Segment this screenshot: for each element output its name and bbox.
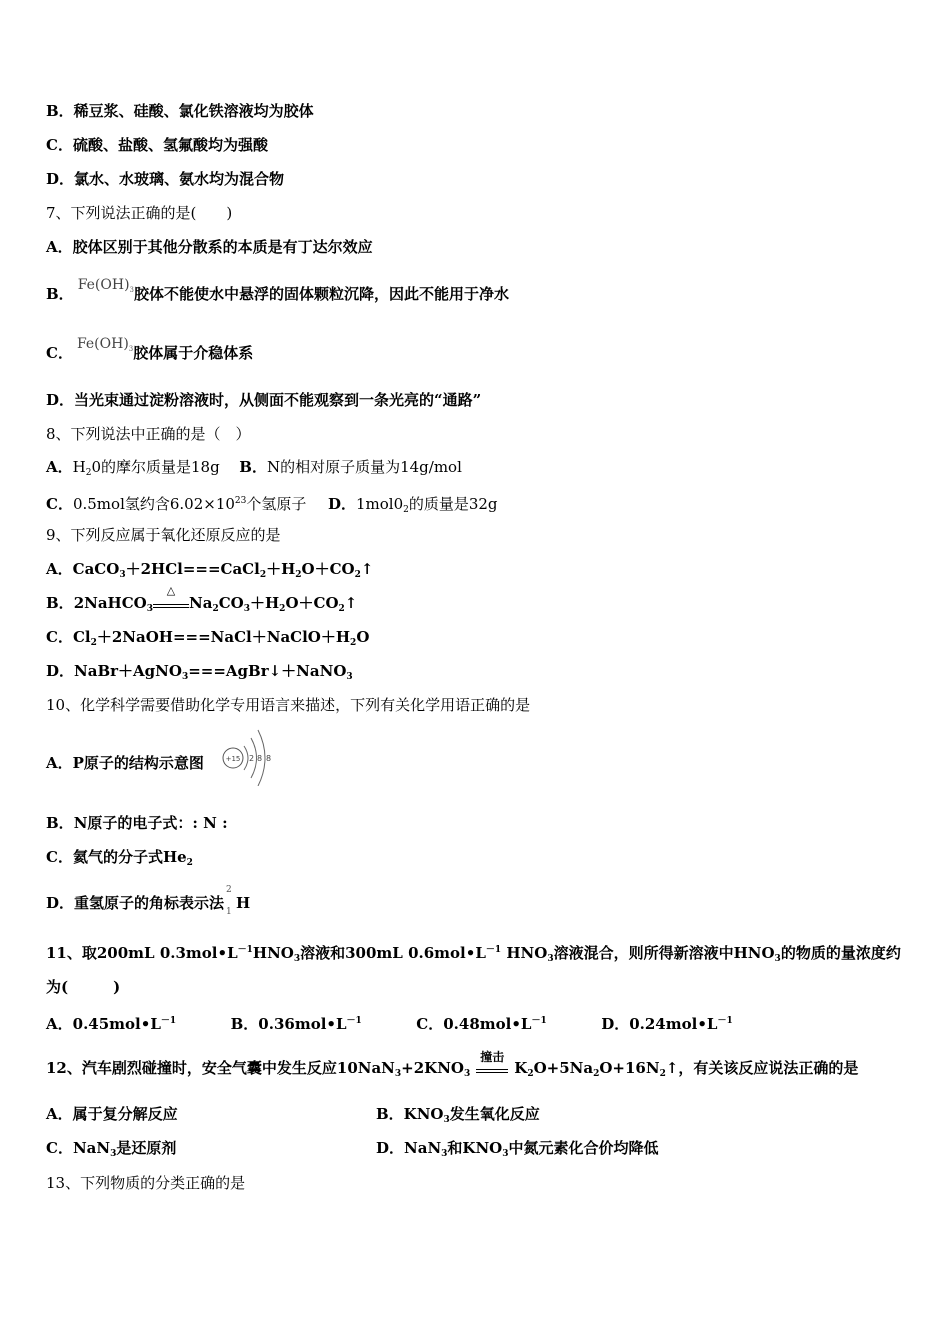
q10-option-a: A．P原子的结构示意图: [46, 754, 204, 772]
q10-stem: 10、化学科学需要借助化学专用语言来描述，下列有关化学用语正确的是: [46, 696, 531, 714]
q10-option-d: D．重氢原子的角标表示法 2 1 H: [46, 885, 251, 917]
q7-stem: 7、下列说法正确的是( ): [46, 204, 233, 222]
q7-option-c: C． $Fe(OH)_3$胶体属于介稳体系: [46, 336, 254, 362]
q11-stem-line2: 为( ): [46, 978, 121, 996]
q10-option-c: C．氦气的分子式$He_2$: [46, 848, 193, 868]
shell-2-count: 8: [257, 754, 263, 763]
q6-option-c: C．硫酸、盐酸、氢氟酸均为强酸: [46, 136, 268, 154]
q8-options-cd: C．0.5mol氢约含$6.02\times 10^{23}$个氢原子 D．$1mol0_2$的质量是32g: [46, 495, 498, 515]
q12-stem: 12、汽车剧烈碰撞时，安全气囊中发生反应$10NaN_3+2KNO_3$ 撞击 $K_2O+5Na_2O+16N_2↑$，有关该反应说法正确的是: [46, 1050, 859, 1079]
q7-option-d: D．当光束通过淀粉溶液时，从侧面不能观察到一条光亮的“通路”: [46, 391, 482, 409]
q9-option-d: D．NaBr＋AgNO$_3$===AgBr↓＋NaNO$_3$: [46, 662, 353, 682]
q8-options-ab: A．$H_20$的摩尔质量是18g B．N的相对原子质量为14g/mol: [46, 458, 462, 478]
svg-text:+15: +15: [225, 755, 241, 763]
q9-stem: 9、下列反应属于氧化还原反应的是: [46, 526, 281, 544]
q12-option-b: B．$KNO_3$发生氧化反应: [376, 1105, 540, 1125]
q12-option-d: D．NaN$_3$和$KNO_3$中氮元素化合价均降低: [376, 1139, 659, 1159]
q6-option-b: B．稀豆浆、硅酸、氯化铁溶液均为胶体: [46, 102, 314, 120]
q7-option-b: B． $Fe(OH)_3$胶体不能使水中悬浮的固体颗粒沉降，因此不能用于净水: [46, 277, 510, 303]
isotope-notation: 2 1: [226, 885, 232, 917]
q11-stem: 11、取200mL $0.3mol•L^{-1}HNO_3$溶液和300mL $0.6mol•L^{-1}$ $HNO_3$溶液混合，则所得新溶液中$HNO_3$的物质的量浓度约: [46, 944, 901, 964]
p-atom-structure-diagram: [220, 722, 280, 786]
q13-stem: 13、下列物质的分类正确的是: [46, 1174, 246, 1192]
q10-option-b: B．N原子的电子式：: N :: [46, 814, 228, 832]
fe-oh3-formula: $Fe(OH)_3$: [76, 336, 134, 353]
q7-option-a: A．胶体区别于其他分散系的本质是有丁达尔效应: [46, 238, 373, 256]
q12-option-c: C．NaN$_3$是还原剂: [46, 1139, 177, 1159]
shell-1-count: 2: [249, 754, 255, 763]
q8-stem: 8、下列说法中正确的是（ ）: [46, 425, 251, 443]
impact-condition: 撞击: [476, 1059, 508, 1079]
shell-3-count: 8: [266, 754, 272, 763]
q6-option-d: D．氯水、水玻璃、氨水均为混合物: [46, 170, 285, 188]
q9-option-a: A．$CaCO_3+2HCl===CaCl_2+H_2O+CO_2↑$: [46, 560, 374, 580]
q12-option-a: A．属于复分解反应: [46, 1105, 178, 1123]
q9-option-b: B．2NaHCO$_3$ △ $Na_2CO_3+H_2O+CO_2↑$: [46, 584, 358, 614]
heat-condition: △: [153, 595, 189, 608]
q11-options: A．$0.45mol•L^{-1}$ B．$0.36mol•L^{-1}$ C．$0.48mol•L^{-1}$ D．$0.24mol•L^{-1}$: [46, 1015, 733, 1033]
q9-option-c: C．$Cl_2+2NaOH===NaCl+NaClO+H_2O$: [46, 628, 370, 648]
fe-oh3-formula: $Fe(OH)_3$: [77, 277, 134, 294]
